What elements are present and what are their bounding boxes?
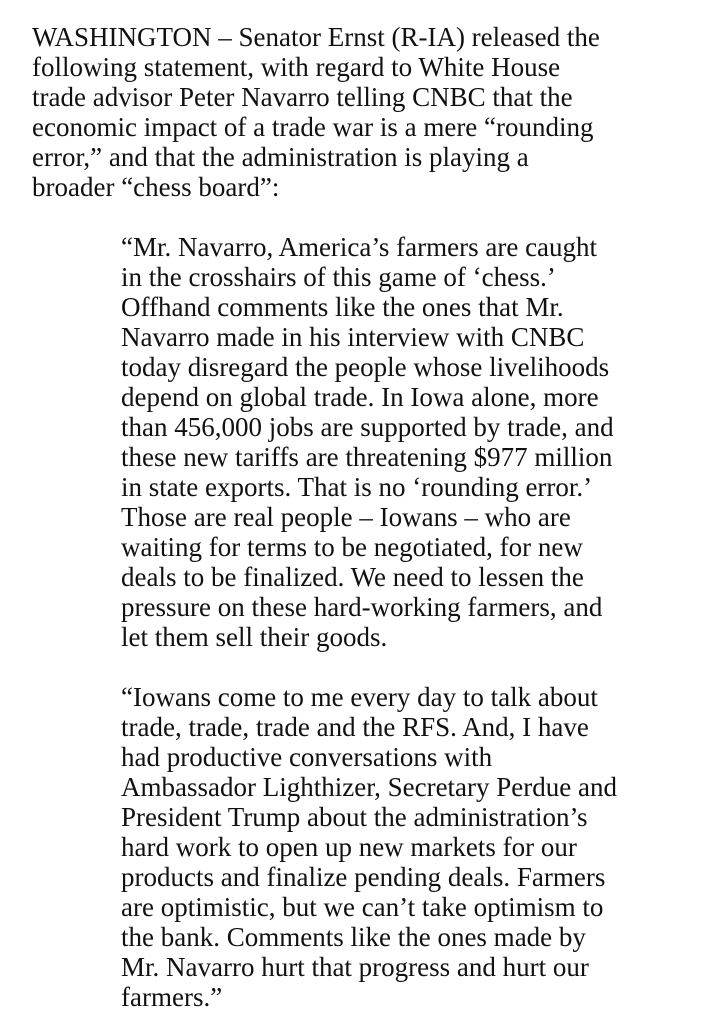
quote-line: Mr. Navarro hurt that progress and hurt our [121, 952, 589, 982]
quote-line: are optimistic, but we can’t take optimism to [121, 892, 604, 922]
intro-line: error,” and that the administration is playing a [32, 142, 529, 172]
quote-line: President Trump about the administration’s [121, 802, 588, 832]
quote-line: depend on global trade. In Iowa alone, more [121, 382, 599, 412]
quote-paragraph-2 [121, 682, 696, 1012]
quote-line: “Iowans come to me every day to talk about [121, 682, 598, 712]
quote-line: hard work to open up new markets for our [121, 832, 577, 862]
quote-line: products and finalize pending deals. Farmers [121, 862, 606, 892]
quote-line: deals to be finalized. We need to lessen the [121, 562, 584, 592]
quote-line: than 456,000 jobs are supported by trade, and [121, 412, 614, 442]
intro-line: economic impact of a trade war is a mere “rounding [32, 112, 594, 142]
intro-line: trade advisor Peter Navarro telling CNBC that the [32, 82, 573, 112]
quote-line: Those are real people – Iowans – who are [121, 502, 571, 532]
quote-line: farmers.” [121, 982, 223, 1012]
intro-line: following statement, with regard to White House [32, 52, 561, 82]
quote-line: waiting for terms to be negotiated, for new [121, 532, 583, 562]
quote-line: Offhand comments like the ones that Mr. [121, 292, 564, 322]
intro-line: WASHINGTON – Senator Ernst (R-IA) released the [32, 22, 600, 52]
quote-line: Navarro made in his interview with CNBC [121, 322, 585, 352]
quote-line: in the crosshairs of this game of ‘chess.’ [121, 262, 556, 292]
quote-line: these new tariffs are threatening $977 million [121, 442, 613, 472]
quote-line: had productive conversations with [121, 742, 493, 772]
quote-line: pressure on these hard-working farmers, and [121, 592, 603, 622]
quote-line: “Mr. Navarro, America’s farmers are caught [121, 232, 598, 262]
quote-line: the bank. Comments like the ones made by [121, 922, 586, 952]
quote-line: let them sell their goods. [121, 622, 388, 652]
intro-paragraph [32, 22, 692, 202]
quote-line: trade, trade, trade and the RFS. And, I have [121, 712, 589, 742]
intro-line: broader “chess board”: [32, 172, 280, 202]
quote-line: today disregard the people whose livelihoods [121, 352, 610, 382]
quote-line: Ambassador Lighthizer, Secretary Perdue and [121, 772, 617, 802]
quote-paragraph-1 [121, 232, 696, 652]
quote-line: in state exports. That is no ‘rounding error.’ [121, 472, 593, 502]
